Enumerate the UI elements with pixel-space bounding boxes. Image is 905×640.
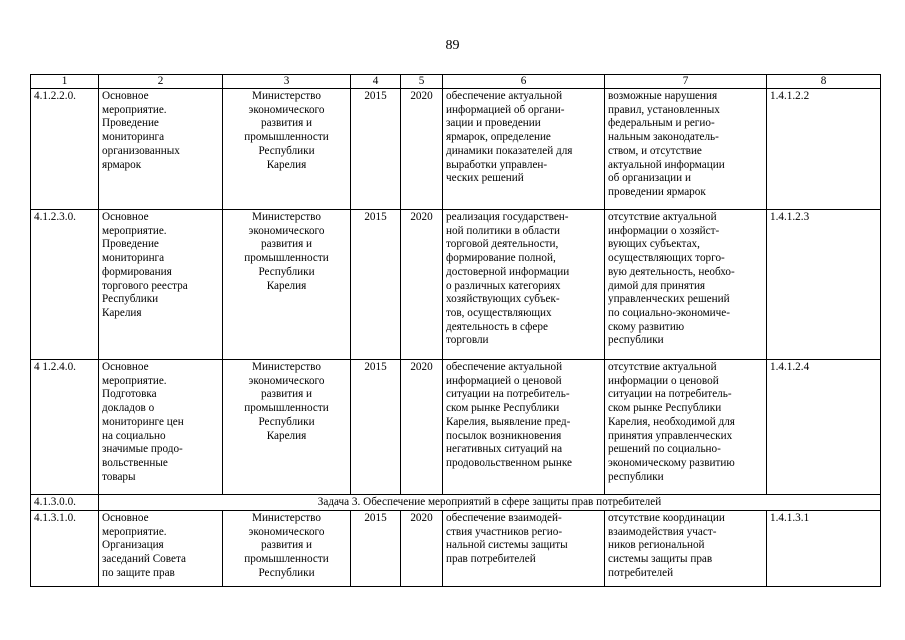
row-result: реализация государствен- ной политики в области торговой деятельности, формирование полной, достоверной информации о различных категориях хозяйствующих субъек- тов, осуществляющих деятельность в сфере торговли	[443, 210, 605, 360]
table-row	[31, 360, 881, 495]
row-result: обеспечение взаимодей- ствия участников регио- нальной системы защиты прав потребителей	[443, 511, 605, 587]
column-header: 4	[351, 75, 401, 89]
table-row	[31, 511, 881, 587]
row-code: 4.1.3.1.0.	[31, 511, 99, 587]
column-header: 2	[99, 75, 223, 89]
row-executor: Министерство экономического развития и промышленности Республики Карелия	[223, 360, 351, 495]
page-number: 89	[445, 38, 460, 53]
table-header-row	[31, 75, 881, 89]
row-executor: Министерство экономического развития и промышленности Республики Карелия	[223, 89, 351, 210]
row-code: 4.1.2.2.0.	[31, 89, 99, 210]
row-code: 4 1.2.4.0.	[31, 360, 99, 495]
row-start-year: 2015	[351, 511, 401, 587]
column-header: 1	[31, 75, 99, 89]
table-row	[31, 89, 881, 210]
row-link: 1.4.1.3.1	[767, 511, 881, 587]
task-code: 4.1.3.0.0.	[31, 495, 99, 511]
row-end-year: 2020	[401, 210, 443, 360]
row-end-year: 2020	[401, 511, 443, 587]
row-result: обеспечение актуальной информацией об органи- зации и проведении ярмарок, определение динамики показателей для выработки управлен- ческих решений	[443, 89, 605, 210]
row-consequences: отсутствие актуальной информации о хозяйст- вующих субъектах, осуществляющих торго- вую деятельность, необхо- димой для принятия управленческих решений по социально-экономиче- скому развитию республики	[605, 210, 767, 360]
column-header: 6	[443, 75, 605, 89]
row-consequences: отсутствие актуальной информации о ценовой ситуации на потребитель- ском рынке Республики Карелия, необходимой для принятия управленческих решений по социально- экономическому развитию республики	[605, 360, 767, 495]
column-header: 8	[767, 75, 881, 89]
column-header: 3	[223, 75, 351, 89]
row-event: Основное мероприятие. Проведение мониторинга организованных ярмарок	[99, 89, 223, 210]
table-row	[31, 210, 881, 360]
row-executor: Министерство экономического развития и промышленности Республики	[223, 511, 351, 587]
row-end-year: 2020	[401, 360, 443, 495]
row-event: Основное мероприятие. Проведение мониторинга формирования торгового реестра Республики Карелия	[99, 210, 223, 360]
row-start-year: 2015	[351, 210, 401, 360]
row-link: 1.4.1.2.2	[767, 89, 881, 210]
row-start-year: 2015	[351, 89, 401, 210]
row-event: Основное мероприятие. Подготовка докладов о мониторинге цен на социально значимые продо- вольственные товары	[99, 360, 223, 495]
row-consequences: отсутствие координации взаимодействия участ- ников региональной системы защиты прав потребителей	[605, 511, 767, 587]
row-link: 1.4.1.2.4	[767, 360, 881, 495]
task-row	[31, 495, 881, 511]
row-event: Основное мероприятие. Организация заседаний Совета по защите прав	[99, 511, 223, 587]
row-link: 1.4.1.2.3	[767, 210, 881, 360]
row-end-year: 2020	[401, 89, 443, 210]
row-result: обеспечение актуальной информацией о ценовой ситуации на потребитель- ском рынке Республики Карелия, выявление пред- посылок возникновения негативных ситуаций на продовольственном рынке	[443, 360, 605, 495]
row-executor: Министерство экономического развития и промышленности Республики Карелия	[223, 210, 351, 360]
column-header: 7	[605, 75, 767, 89]
row-start-year: 2015	[351, 360, 401, 495]
column-header: 5	[401, 75, 443, 89]
row-code: 4.1.2.3.0.	[31, 210, 99, 360]
row-consequences: возможные нарушения правил, установленных федеральным и регио- нальным законодатель- ством, и отсутствие актуальной информации об организации и проведении ярмарок	[605, 89, 767, 210]
program-table	[30, 74, 881, 587]
task-title: Задача 3. Обеспечение мероприятий в сфере защиты прав потребителей	[99, 495, 881, 511]
